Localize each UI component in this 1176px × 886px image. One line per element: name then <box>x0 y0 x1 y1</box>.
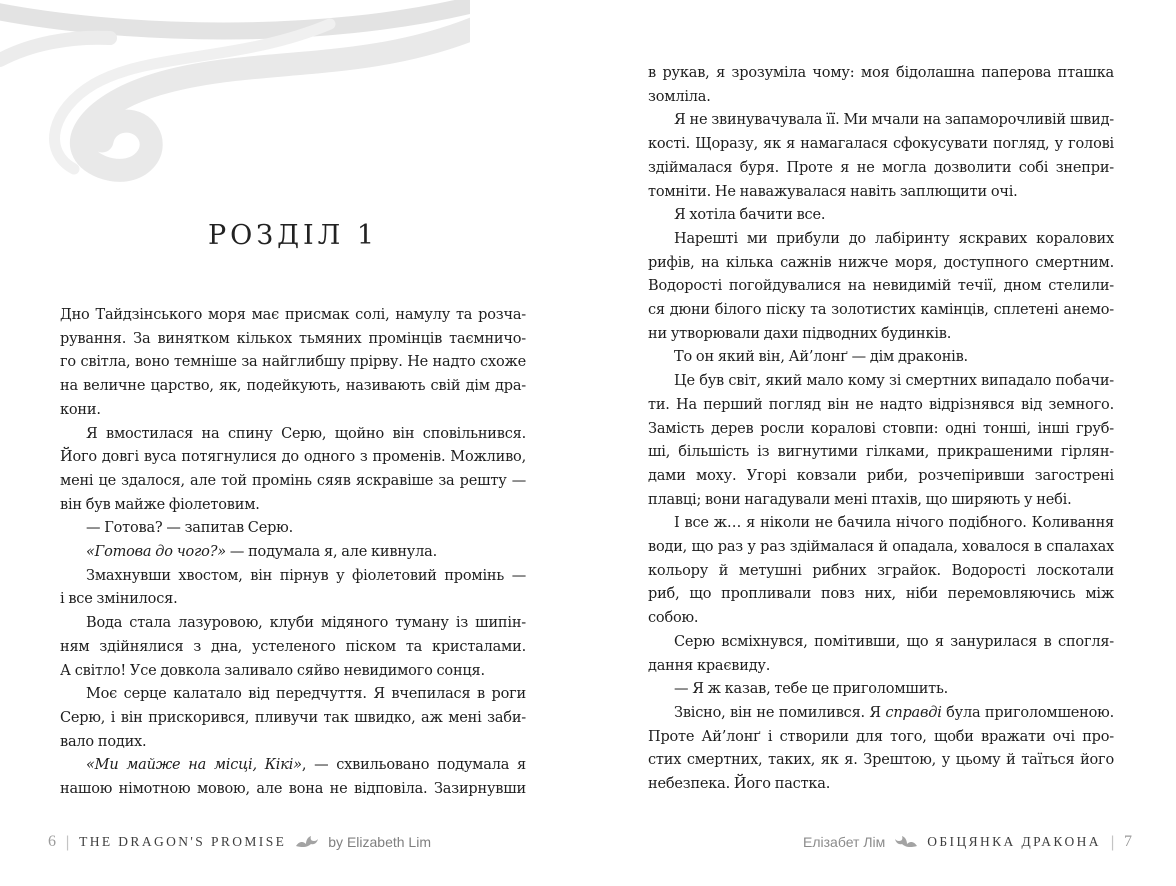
left-page-footer <box>48 832 431 852</box>
text-line: кольору й метушні рибних зграйок. Водорості лоскотали <box>648 562 1114 579</box>
text-line: томніти. Не наважувалася навіть заплющити очі. <box>648 183 1018 200</box>
footer-divider: | <box>1109 833 1115 851</box>
author-byline: by Elizabeth Lim <box>328 834 431 850</box>
text-line: ни утворювали дахи підводних будинків. <box>648 325 952 342</box>
text-line: «Готова до чого?» — подумала я, але кивнула. <box>86 544 437 561</box>
text-line: кості. Щоразу, як я намагалася сфокусувати погляд, у голові <box>648 136 1114 153</box>
page-number: 7 <box>1124 833 1132 850</box>
text-line: Його довгі вуса потягнулися до одного з променів. Можливо, <box>60 449 526 466</box>
paragraph <box>60 423 526 518</box>
text-line: і все змінилося. <box>60 591 178 608</box>
text-line: Серю всміхнувся, помітивши, що я занурилася в спогля- <box>674 633 1114 650</box>
paragraph <box>648 346 1114 370</box>
text-line: То он який він, Ай’лонґ — дім драконів. <box>674 349 968 366</box>
text-line: собою. <box>648 610 699 627</box>
text-line: Водорості погойдувалися на невидимій течії, дном стелили- <box>648 278 1114 295</box>
text-line: в рукав, я зрозуміла чому: моя бідолашна паперова пташка <box>648 65 1114 81</box>
paragraph <box>648 228 1114 347</box>
text-line: Я хотіла бачити все. <box>674 207 826 224</box>
text-line: І все ж… я ніколи не бачила нічого подібного. Коливання <box>674 515 1114 532</box>
text-line: ші, більшість із вигнутими гілками, прикрашеними гірлян- <box>648 444 1114 461</box>
text-line: рування. За винятком кількох тьмяних промінців таємничо- <box>60 330 526 347</box>
paragraph <box>60 517 526 541</box>
paragraph <box>648 109 1114 204</box>
text-line: Дно Тайдзінського моря має присмак солі, намулу та розча- <box>60 307 526 323</box>
text-line: Моє серце калатало від передчуття. Я вчепилася в роги <box>86 686 526 703</box>
text-line: Серю, і він прискорився, пливучи так швидко, аж мені заби- <box>60 709 526 726</box>
text-line: нашою німотною мовою, але вона не відповіла. Зазирнувши <box>60 781 526 798</box>
right-page-footer <box>803 832 1132 852</box>
text-line: Замість дерев росли коралові стовпи: одні тонші, інші груб- <box>648 420 1114 437</box>
book-title-running-head: THE DRAGON'S PROMISE <box>79 834 287 849</box>
text-line: стих смертних, таких, як я. Зрештою, у цьому й таїться його <box>648 752 1114 769</box>
text-line: риб, що пропливали повз них, ніби перемовляючись між <box>648 586 1114 603</box>
dragon-icon <box>894 835 918 849</box>
text-line: води, що раз у раз здіймалася й опадала, ховалося в спалахах <box>648 539 1114 556</box>
paragraph <box>60 541 526 565</box>
text-line: він був майже фіолетовим. <box>60 496 260 513</box>
text-line: Я вмостилася на спину Серю, щойно він сповільнився. <box>86 425 526 442</box>
paragraph <box>648 512 1114 631</box>
text-line: Це був світ, який мало кому зі смертних випадало побачи- <box>674 373 1114 390</box>
paragraph <box>648 702 1114 797</box>
paragraph <box>648 370 1114 512</box>
paragraph <box>60 612 526 683</box>
left-page <box>60 0 526 802</box>
paragraph <box>648 204 1114 228</box>
text-line: рифів, на кілька сажнів нижче моря, доступного смертним. <box>648 254 1114 271</box>
text-line: мені це здалося, але той промінь сяяв яскравіше за решту — <box>60 472 526 489</box>
paragraph <box>60 683 526 754</box>
text-line: плавці; вони нагадували мені птахів, що ширяють у небі. <box>648 491 1072 508</box>
book-title-running-head: ОБІЦЯНКА ДРАКОНА <box>927 834 1101 849</box>
paragraph <box>60 754 526 801</box>
text-line: Звісно, він не помилився. Я справді була приголомшеною. <box>674 704 1114 721</box>
text-line: вало подих. <box>60 733 147 750</box>
text-line: Вода стала лазуровою, клуби мідяного туману із шипін- <box>86 615 526 632</box>
text-line: — Я ж казав, тебе це приголомшить. <box>674 681 949 698</box>
text-line: го світла, воно темніше за найглибшу прірву. Не надто схоже <box>60 354 526 371</box>
author-name: Елізабет Лім <box>803 834 886 850</box>
right-page-text <box>648 62 1114 797</box>
page-number: 6 <box>48 833 56 850</box>
text-line: Я не звинувачувала її. Ми мчали на запаморочливій швид- <box>674 112 1114 129</box>
right-page <box>648 62 1114 797</box>
left-page-text <box>60 304 526 802</box>
text-line: — Готова? — запитав Серю. <box>86 520 294 537</box>
text-line: ням здійнялися з дна, устеленого піском та кристалами. <box>60 638 526 655</box>
text-line: Проте Ай’лонґ і створили для того, щоби вражати очі про- <box>648 728 1114 745</box>
dragon-icon <box>295 835 319 849</box>
text-line: дання краєвиду. <box>648 657 771 674</box>
text-line: Змахнувши хвостом, він пірнув у фіолетовий промінь — <box>86 567 526 584</box>
text-line: А світло! Усе довкола заливало сяйво невидимого сонця. <box>60 662 485 679</box>
text-line: ся дюни білого піску та золотистих камінців, сплетені анемо- <box>648 302 1114 319</box>
text-line: дами моху. Угорі ковзали риби, розчепіривши загострені <box>648 467 1114 484</box>
text-line: зомліла. <box>648 88 711 105</box>
text-line: на величне царство, як, подейкують, називають свій дім дра- <box>60 378 526 395</box>
text-line: кони. <box>60 401 101 418</box>
text-line: небезпека. Його пастка. <box>648 776 831 793</box>
paragraph <box>60 565 526 612</box>
text-line: «Ми майже на місці, Кікі», — схвильовано подумала я <box>86 757 526 774</box>
text-line: здіймалася буря. Проте я не могла дозволити собі знепри- <box>648 159 1114 176</box>
chapter-heading: РОЗДІЛ 1 <box>207 220 379 251</box>
text-line: Нарешті ми прибули до лабіринту яскравих коралових <box>674 230 1114 247</box>
paragraph <box>648 62 1114 109</box>
paragraph <box>60 304 526 423</box>
text-line: ти. На перший погляд він не надто відрізнявся від земного. <box>648 396 1114 413</box>
footer-divider: | <box>65 833 71 851</box>
paragraph <box>648 631 1114 678</box>
paragraph <box>648 678 1114 702</box>
